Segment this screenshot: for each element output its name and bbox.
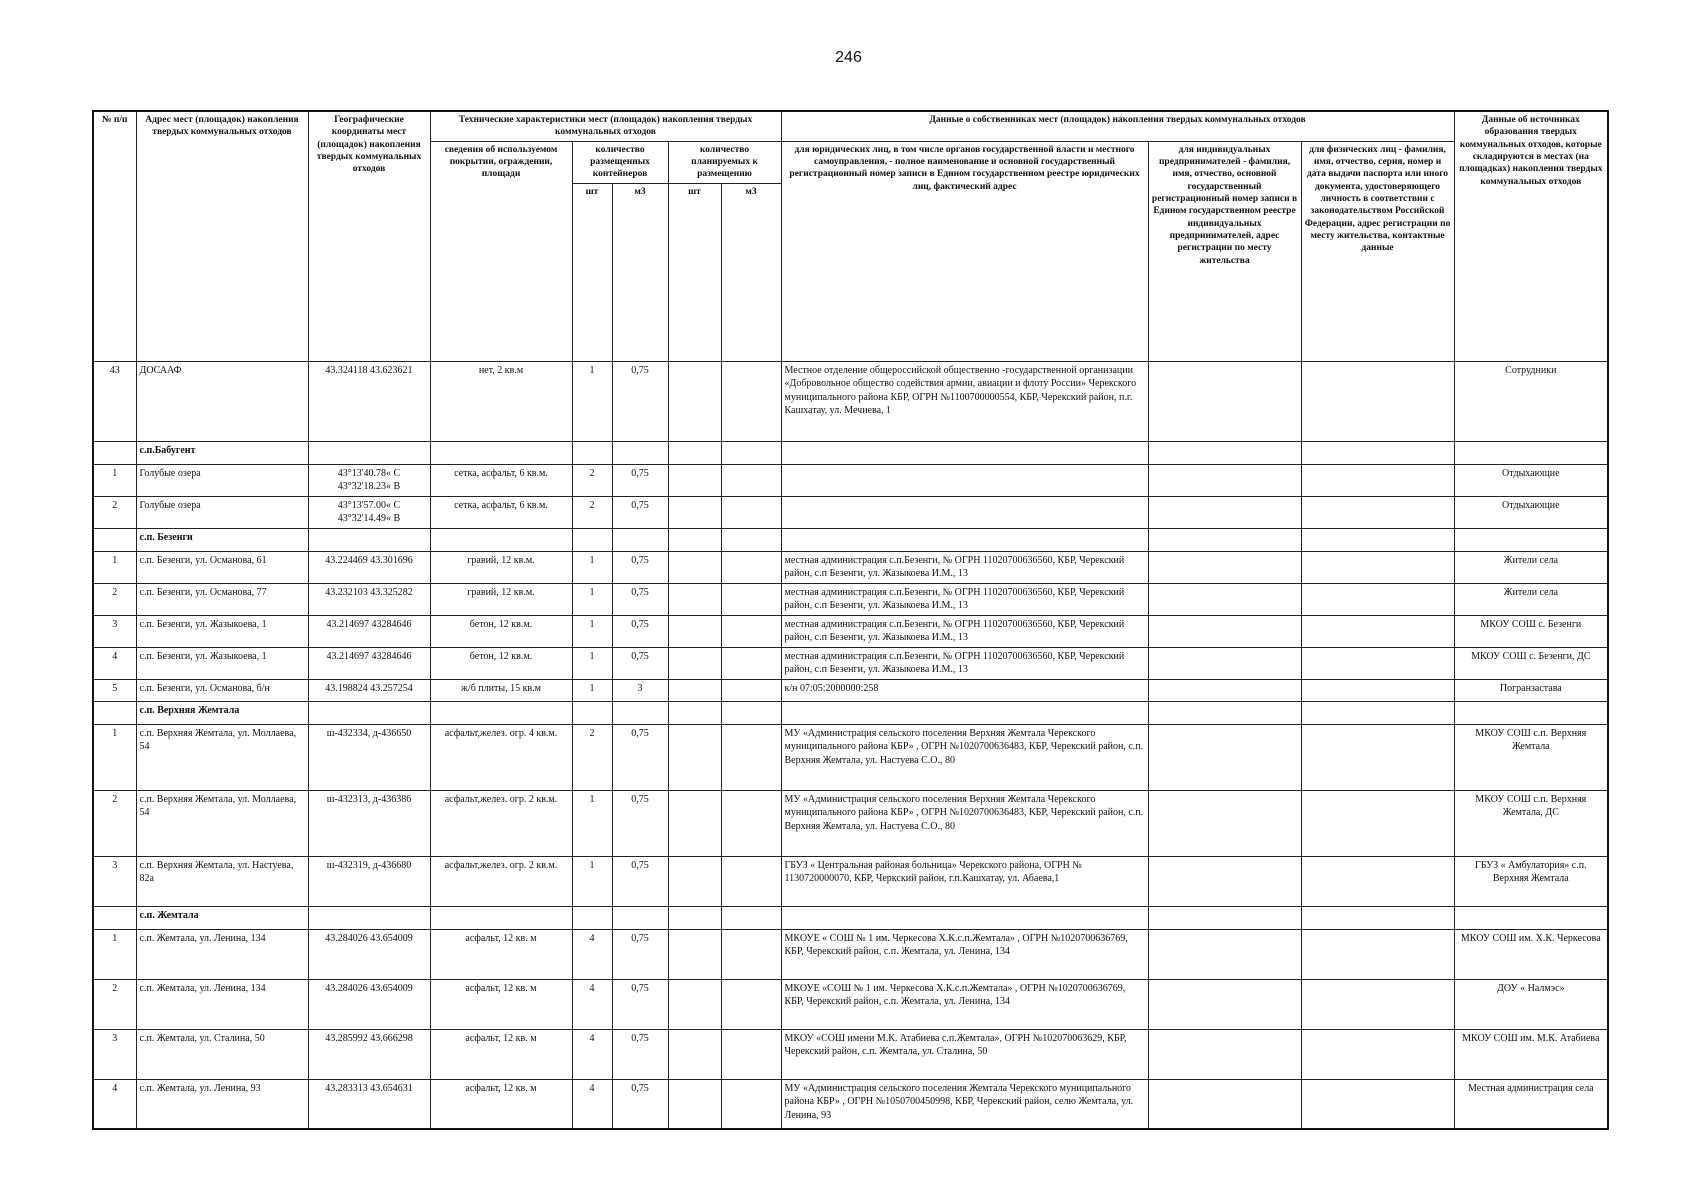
table-row xyxy=(93,929,1608,979)
row-geo: 43.224469 43.301696 xyxy=(308,551,430,583)
row-planned-sht xyxy=(668,1029,721,1079)
row-sht: 1 xyxy=(572,856,612,906)
row-phys xyxy=(1301,551,1454,583)
header-qty-planned: количество планируемых к размещению xyxy=(668,141,781,183)
row-planned-m3 xyxy=(721,496,781,528)
row-coverage: асфальт,желез. огр. 4 кв.м. xyxy=(430,724,572,790)
row-ip xyxy=(1148,679,1301,701)
section-cell xyxy=(668,906,721,929)
row-ip xyxy=(1148,464,1301,496)
row-ip xyxy=(1148,856,1301,906)
section-num xyxy=(93,528,136,551)
row-address: ДОСААФ xyxy=(136,361,308,441)
row-planned-sht xyxy=(668,647,721,679)
section-cell xyxy=(572,528,612,551)
section-cell xyxy=(1301,701,1454,724)
row-sht: 1 xyxy=(572,679,612,701)
row-m3: 0,75 xyxy=(612,790,668,856)
section-cell xyxy=(1454,528,1608,551)
row-coverage: асфальт, 12 кв. м xyxy=(430,929,572,979)
header-geo: Географические координаты мест (площадок) накопления твердых коммунальных отходов xyxy=(308,111,430,361)
row-m3: 0,75 xyxy=(612,361,668,441)
row-sources: Сотрудники xyxy=(1454,361,1608,441)
row-legal: ГБУЗ « Центральная районая больница» Черекского района, ОГРН № 1130720000070, КБР, Черкский район, г.п.Кашхатау, ул. Абаева,1 xyxy=(781,856,1148,906)
row-ip xyxy=(1148,929,1301,979)
row-legal xyxy=(781,496,1148,528)
row-sht: 2 xyxy=(572,464,612,496)
row-m3: 0,75 xyxy=(612,1079,668,1129)
section-cell xyxy=(1301,441,1454,464)
header-ip: для индивидуальных предпринимателей - фамилия, имя, отчество, основной государственный регистрационный номер записи в Едином государственном реестре индивидуальных предпринимателей, адрес регистрации по месту жительства xyxy=(1148,141,1301,361)
row-phys xyxy=(1301,583,1454,615)
header-num: № п/п xyxy=(93,111,136,361)
section-cell xyxy=(308,701,430,724)
section-title: с.п. Верхняя Жемтала xyxy=(136,701,308,724)
row-num: 3 xyxy=(93,856,136,906)
row-address: Голубые озера xyxy=(136,496,308,528)
header-sht-1: шт xyxy=(572,183,612,361)
row-sources: Жители села xyxy=(1454,583,1608,615)
row-planned-m3 xyxy=(721,1029,781,1079)
row-planned-sht xyxy=(668,679,721,701)
row-legal: МУ «Администрация сельского поселения Верхняя Жемтала Черекского муниципального района КБР» , ОГРН №1020700636483, КБР, Черекский район, с.п. Верхняя Жемтала, ул. Настуева С.О., 80 xyxy=(781,724,1148,790)
row-planned-sht xyxy=(668,724,721,790)
waste-sites-table xyxy=(92,110,1609,1130)
row-planned-m3 xyxy=(721,583,781,615)
row-coverage: нет, 2 кв.м xyxy=(430,361,572,441)
table-row xyxy=(93,615,1608,647)
table-row xyxy=(93,647,1608,679)
row-sht: 4 xyxy=(572,979,612,1029)
row-phys xyxy=(1301,790,1454,856)
row-planned-sht xyxy=(668,1079,721,1129)
row-legal: МКОУЕ « СОШ № 1 им. Черкесова Х.К.с.п.Жемтала» , ОГРН №1020700636769, КБР, Черекский район, с.п. Жемтала, ул. Ленина, 134 xyxy=(781,929,1148,979)
header-tech: Технические характеристики мест (площадок) накопления твердых коммунальных отходов xyxy=(430,111,781,141)
section-cell xyxy=(781,528,1148,551)
row-num: 5 xyxy=(93,679,136,701)
section-cell xyxy=(308,528,430,551)
row-planned-m3 xyxy=(721,679,781,701)
row-phys xyxy=(1301,361,1454,441)
row-m3: 0,75 xyxy=(612,583,668,615)
section-title: с.п.Бабугент xyxy=(136,441,308,464)
section-num xyxy=(93,906,136,929)
row-phys xyxy=(1301,464,1454,496)
row-sht: 1 xyxy=(572,361,612,441)
row-geo: 43.284026 43.654009 xyxy=(308,979,430,1029)
row-geo: 43.214697 43284646 xyxy=(308,647,430,679)
row-m3: 0,75 xyxy=(612,724,668,790)
section-cell xyxy=(1148,701,1301,724)
row-geo: 43.232103 43.325282 xyxy=(308,583,430,615)
row-geo: 43.285992 43.666298 xyxy=(308,1029,430,1079)
row-geo: 43°13'40.78« С 43°32'18.23« В xyxy=(308,464,430,496)
row-ip xyxy=(1148,1029,1301,1079)
row-sources: Отдыхающие xyxy=(1454,464,1608,496)
section-cell xyxy=(612,701,668,724)
row-planned-m3 xyxy=(721,856,781,906)
row-sources: МКОУ СОШ им. Х.К. Черкесова xyxy=(1454,929,1608,979)
row-sources: Погранзастава xyxy=(1454,679,1608,701)
row-sht: 1 xyxy=(572,583,612,615)
row-legal: Местное отделение общероссийской общественно -государственной организации «Добровольное общество содействия армии, авиации и флоту России» Черекского муниципального района КБР, ОГРН №1100700000554, КБР, Черекский район, п.г. Кашхатау, ул. Мечиева, 1 xyxy=(781,361,1148,441)
header-m3-2: м3 xyxy=(721,183,781,361)
section-cell xyxy=(308,906,430,929)
header-owners: Данные о собственниках мест (площадок) накопления твердых коммунальных отходов xyxy=(781,111,1454,141)
section-cell xyxy=(668,701,721,724)
section-cell xyxy=(668,441,721,464)
row-ip xyxy=(1148,724,1301,790)
row-planned-m3 xyxy=(721,790,781,856)
row-geo: 43.214697 43284646 xyxy=(308,615,430,647)
row-planned-sht xyxy=(668,929,721,979)
row-sht: 4 xyxy=(572,929,612,979)
table-row xyxy=(93,1079,1608,1129)
row-coverage: ж/б плиты, 15 кв.м xyxy=(430,679,572,701)
row-ip xyxy=(1148,615,1301,647)
row-sources: МКОУ СОШ с.п. Верхняя Жемтала xyxy=(1454,724,1608,790)
row-legal: местная администрация с.п.Безенги, № ОГРН 11020700636560, КБР, Черекский район, с.п Безенги, ул. Жазыкоева И.М., 13 xyxy=(781,551,1148,583)
row-planned-sht xyxy=(668,464,721,496)
row-planned-m3 xyxy=(721,361,781,441)
row-m3: 0,75 xyxy=(612,979,668,1029)
table-row xyxy=(93,856,1608,906)
row-sht: 1 xyxy=(572,615,612,647)
row-planned-sht xyxy=(668,615,721,647)
row-num: 2 xyxy=(93,583,136,615)
row-planned-sht xyxy=(668,856,721,906)
row-address: с.п. Верхняя Жемтала, ул. Моллаева, 54 xyxy=(136,724,308,790)
section-row xyxy=(93,906,1608,929)
section-cell xyxy=(612,441,668,464)
row-num: 4 xyxy=(93,1079,136,1129)
row-address: с.п. Безенги, ул. Жазыкоева, 1 xyxy=(136,647,308,679)
section-cell xyxy=(572,906,612,929)
row-num: 3 xyxy=(93,615,136,647)
row-geo: 43.284026 43.654009 xyxy=(308,929,430,979)
section-cell xyxy=(308,441,430,464)
section-cell xyxy=(1454,441,1608,464)
row-m3: 0,75 xyxy=(612,929,668,979)
row-ip xyxy=(1148,496,1301,528)
row-address: с.п. Безенги, ул. Османова, 77 xyxy=(136,583,308,615)
table-row xyxy=(93,1029,1608,1079)
row-m3: 0,75 xyxy=(612,856,668,906)
row-planned-m3 xyxy=(721,979,781,1029)
table-row xyxy=(93,551,1608,583)
header-sht-2: шт xyxy=(668,183,721,361)
row-phys xyxy=(1301,856,1454,906)
section-title: с.п. Безенги xyxy=(136,528,308,551)
row-planned-sht xyxy=(668,979,721,1029)
section-num xyxy=(93,701,136,724)
section-row xyxy=(93,701,1608,724)
section-cell xyxy=(1454,701,1608,724)
row-address: с.п. Безенги, ул. Османова, б/н xyxy=(136,679,308,701)
section-cell xyxy=(612,528,668,551)
row-planned-sht xyxy=(668,361,721,441)
section-cell xyxy=(1148,528,1301,551)
row-phys xyxy=(1301,679,1454,701)
row-phys xyxy=(1301,647,1454,679)
section-cell xyxy=(572,701,612,724)
row-phys xyxy=(1301,979,1454,1029)
row-planned-sht xyxy=(668,583,721,615)
row-ip xyxy=(1148,583,1301,615)
table-row xyxy=(93,464,1608,496)
header-qty-containers: количество размещенных контейнеров xyxy=(572,141,668,183)
row-address: с.п. Безенги, ул. Османова, 61 xyxy=(136,551,308,583)
row-ip xyxy=(1148,790,1301,856)
row-ip xyxy=(1148,647,1301,679)
row-coverage: асфальт,желез. огр. 2 кв.м. xyxy=(430,856,572,906)
row-sources: МКОУ СОШ им. М.К. Атабиева xyxy=(1454,1029,1608,1079)
section-cell xyxy=(781,701,1148,724)
row-sht: 4 xyxy=(572,1079,612,1129)
row-m3: 3 xyxy=(612,679,668,701)
row-sources: Местная администрация села xyxy=(1454,1079,1608,1129)
row-planned-m3 xyxy=(721,615,781,647)
table-row xyxy=(93,724,1608,790)
section-cell xyxy=(781,441,1148,464)
row-m3: 0,75 xyxy=(612,464,668,496)
row-coverage: бетон, 12 кв.м. xyxy=(430,647,572,679)
table-row xyxy=(93,790,1608,856)
row-geo: 43.283313 43.654631 xyxy=(308,1079,430,1129)
row-sources: Жители села xyxy=(1454,551,1608,583)
row-coverage: асфальт, 12 кв. м xyxy=(430,1079,572,1129)
table-body xyxy=(93,361,1608,1129)
row-ip xyxy=(1148,1079,1301,1129)
row-geo: ш-432334, д-436650 xyxy=(308,724,430,790)
row-sht: 2 xyxy=(572,496,612,528)
row-legal: местная администрация с.п.Безенги, № ОГРН 11020700636560, КБР, Черекский район, с.п Безенги, ул. Жазыкоева И.М., 13 xyxy=(781,583,1148,615)
section-row xyxy=(93,528,1608,551)
section-num xyxy=(93,441,136,464)
row-address: с.п. Жемтала, ул. Ленина, 93 xyxy=(136,1079,308,1129)
row-phys xyxy=(1301,615,1454,647)
row-num: 43 xyxy=(93,361,136,441)
row-num: 1 xyxy=(93,929,136,979)
row-ip xyxy=(1148,361,1301,441)
row-sources: МКОУ СОШ с. Безенги, ДС xyxy=(1454,647,1608,679)
table-row xyxy=(93,496,1608,528)
header-coverage: сведения об используемом покрытии, ограждении, площади xyxy=(430,141,572,361)
row-coverage: асфальт, 12 кв. м xyxy=(430,1029,572,1079)
row-legal: местная администрация с.п.Безенги, № ОГРН 11020700636560, КБР, Черекский район, с.п Безенги, ул. Жазыкоева И.М., 13 xyxy=(781,647,1148,679)
row-m3: 0,75 xyxy=(612,615,668,647)
row-legal: МКОУЕ «СОШ № 1 им. Черкесова Х.К.с.п.Жемтала» , ОГРН №1020700636769, КБР, Черекский район, с.п. Жемтала, ул. Ленина, 134 xyxy=(781,979,1148,1029)
row-address: с.п. Верхняя Жемтала, ул. Моллаева, 54 xyxy=(136,790,308,856)
row-planned-sht xyxy=(668,551,721,583)
row-num: 1 xyxy=(93,551,136,583)
row-phys xyxy=(1301,724,1454,790)
row-sources: ГБУЗ « Амбулатория» с.п. Верхняя Жемтала xyxy=(1454,856,1608,906)
header-phys: для физических лиц - фамилия, имя, отчество, серия, номер и дата выдачи паспорта или иного документа, удостоверяющего личность в соответствии с законодательством Российской Федерации, адрес регистрации по месту жительства, контактные данные xyxy=(1301,141,1454,361)
table-row xyxy=(93,979,1608,1029)
table-row xyxy=(93,679,1608,701)
row-legal: к/н 07:05:2000000:258 xyxy=(781,679,1148,701)
row-address: с.п. Жемтала, ул. Ленина, 134 xyxy=(136,979,308,1029)
row-legal xyxy=(781,464,1148,496)
row-geo: ш-432313, д-436386 xyxy=(308,790,430,856)
row-planned-m3 xyxy=(721,1079,781,1129)
row-sht: 1 xyxy=(572,647,612,679)
table-row xyxy=(93,583,1608,615)
row-sht: 2 xyxy=(572,724,612,790)
row-legal: МУ «Администрация сельского поселения Верхняя Жемтала Черекского муниципального района КБР» , ОГРН №1020700636483, КБР, Черекский район, с.п. Верхняя Жемтала, ул. Настуева С.О., 80 xyxy=(781,790,1148,856)
row-coverage: асфальт, 12 кв. м xyxy=(430,979,572,1029)
row-planned-m3 xyxy=(721,929,781,979)
page-number: 246 xyxy=(835,49,862,66)
section-cell xyxy=(721,528,781,551)
row-sources: МКОУ СОШ с.п. Верхняя Жемтала, ДС xyxy=(1454,790,1608,856)
row-legal: местная администрация с.п.Безенги, № ОГРН 11020700636560, КБР, Черекский район, с.п Безенги, ул. Жазыкоева И.М., 13 xyxy=(781,615,1148,647)
row-planned-sht xyxy=(668,790,721,856)
row-geo: 43.324118 43.623621 xyxy=(308,361,430,441)
row-num: 3 xyxy=(93,1029,136,1079)
section-cell xyxy=(721,441,781,464)
row-sht: 4 xyxy=(572,1029,612,1079)
header-address: Адрес мест (площадок) накопления твердых коммунальных отходов xyxy=(136,111,308,361)
section-cell xyxy=(430,906,572,929)
row-num: 1 xyxy=(93,724,136,790)
section-cell xyxy=(1301,528,1454,551)
row-sht: 1 xyxy=(572,790,612,856)
row-coverage: сетка, асфальт, 6 кв.м. xyxy=(430,496,572,528)
row-planned-sht xyxy=(668,496,721,528)
row-sht: 1 xyxy=(572,551,612,583)
row-planned-m3 xyxy=(721,464,781,496)
section-row xyxy=(93,441,1608,464)
section-cell xyxy=(721,906,781,929)
row-m3: 0,75 xyxy=(612,551,668,583)
row-sources: Отдыхающие xyxy=(1454,496,1608,528)
header-m3-1: м3 xyxy=(612,183,668,361)
row-sources: ДОУ « Налмэс» xyxy=(1454,979,1608,1029)
row-legal: МКОУ «СОШ имени М.К. Атабиева с.п.Жемтала», ОГРН №102070063629, КБР, Черекский район, с.п. Жемтала, ул. Сталина, 50 xyxy=(781,1029,1148,1079)
section-cell xyxy=(668,528,721,551)
section-cell xyxy=(430,441,572,464)
row-num: 4 xyxy=(93,647,136,679)
row-address: с.п. Жемтала, ул. Ленина, 134 xyxy=(136,929,308,979)
section-cell xyxy=(1301,906,1454,929)
row-phys xyxy=(1301,1079,1454,1129)
row-m3: 0,75 xyxy=(612,1029,668,1079)
row-address: Голубые озера xyxy=(136,464,308,496)
row-phys xyxy=(1301,929,1454,979)
section-cell xyxy=(781,906,1148,929)
row-phys xyxy=(1301,1029,1454,1079)
row-num: 2 xyxy=(93,790,136,856)
section-cell xyxy=(1148,906,1301,929)
row-m3: 0,75 xyxy=(612,647,668,679)
row-coverage: гравий, 12 кв.м. xyxy=(430,583,572,615)
section-cell xyxy=(430,701,572,724)
row-num: 1 xyxy=(93,464,136,496)
row-sources: МКОУ СОШ с. Безенги xyxy=(1454,615,1608,647)
row-address: с.п. Безенги, ул. Жазыкоева, 1 xyxy=(136,615,308,647)
section-cell xyxy=(721,701,781,724)
row-coverage: бетон, 12 кв.м. xyxy=(430,615,572,647)
row-address: с.п. Жемтала, ул. Сталина, 50 xyxy=(136,1029,308,1079)
row-ip xyxy=(1148,551,1301,583)
row-phys xyxy=(1301,496,1454,528)
section-title: с.п. Жемтала xyxy=(136,906,308,929)
table-row xyxy=(93,361,1608,441)
section-cell xyxy=(612,906,668,929)
row-m3: 0,75 xyxy=(612,496,668,528)
section-cell xyxy=(572,441,612,464)
row-coverage: сетка, асфальт, 6 кв.м. xyxy=(430,464,572,496)
row-address: с.п. Верхняя Жемтала, ул. Настуева, 82а xyxy=(136,856,308,906)
row-planned-m3 xyxy=(721,551,781,583)
row-num: 2 xyxy=(93,496,136,528)
row-coverage: асфальт,желез. огр. 2 кв.м. xyxy=(430,790,572,856)
table-header xyxy=(93,111,1608,361)
row-legal: МУ «Администрация сельского поселения Жемтала Черекского муниципального района КБР» , ОГРН №1050700450998, КБР, Черекский район, селю Жемтала, ул. Ленина, 93 xyxy=(781,1079,1148,1129)
header-sources: Данные об источниках образования твердых коммунальных отходов, которые складируются в местах (на площадках) накопления твердых коммунальных отходов xyxy=(1454,111,1608,361)
header-legal: для юридических лиц, в том числе органов государственной власти и местного самоуправления, - полное наименование и основной государственный регистрационный номер записи в Едином государственном реестре юридических лиц, фактический адрес xyxy=(781,141,1148,361)
row-planned-m3 xyxy=(721,647,781,679)
row-geo: 43°13'57.00« С 43°32'14.49« В xyxy=(308,496,430,528)
section-cell xyxy=(1148,441,1301,464)
section-cell xyxy=(430,528,572,551)
row-num: 2 xyxy=(93,979,136,1029)
row-geo: ш-432319, д-436680 xyxy=(308,856,430,906)
row-coverage: гравий, 12 кв.м. xyxy=(430,551,572,583)
section-cell xyxy=(1454,906,1608,929)
row-geo: 43.198824 43.257254 xyxy=(308,679,430,701)
row-planned-m3 xyxy=(721,724,781,790)
row-ip xyxy=(1148,979,1301,1029)
